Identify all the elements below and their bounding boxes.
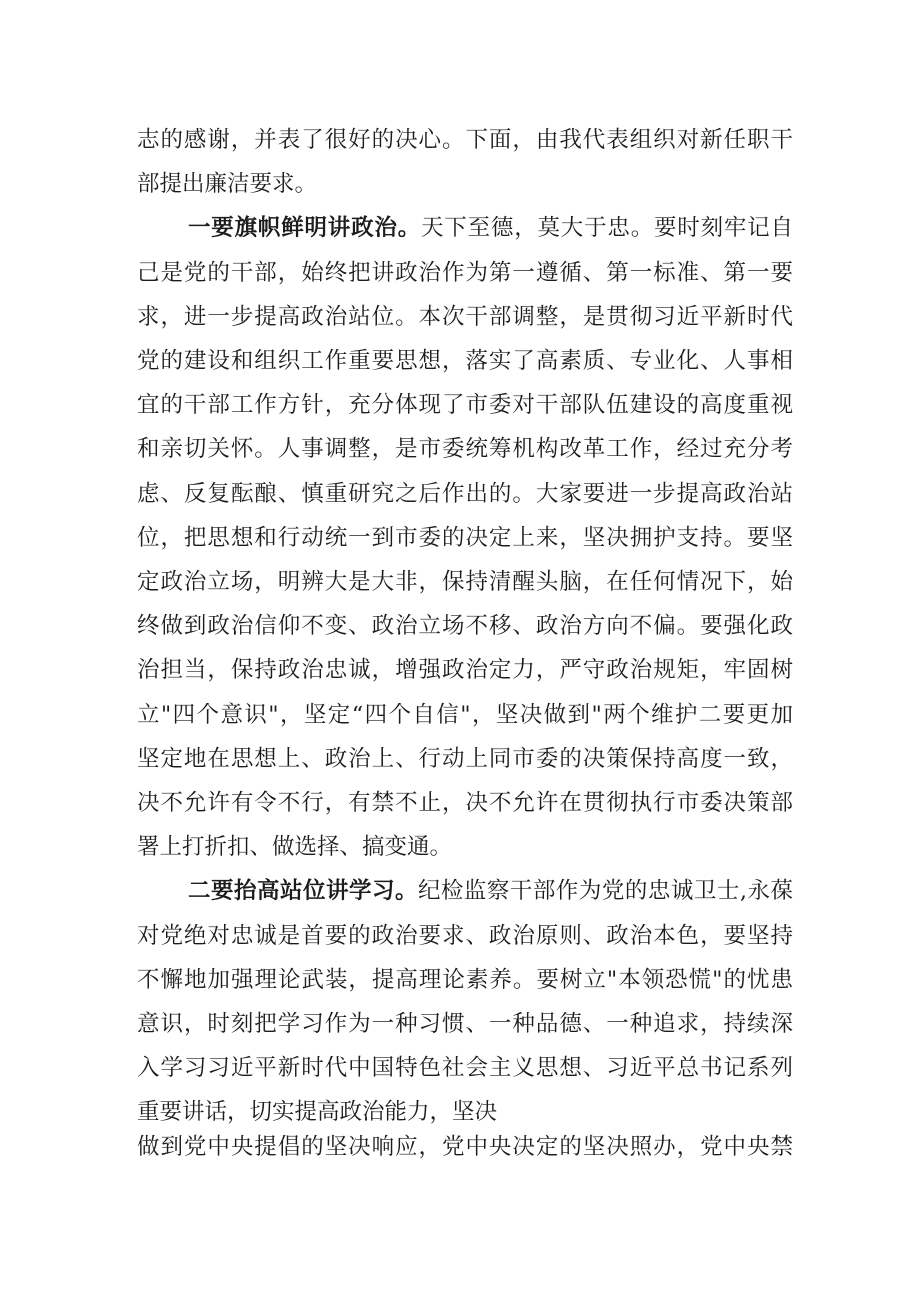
paragraph-text: 纪检监察干部作为党的忠诚卫士,永葆 [417,878,793,904]
paragraph-heading: 二要抬高站位讲学习。 [188,878,418,904]
paragraph-heading-line [188,873,793,909]
paragraph-line: 决不允许有令不行，有禁不止，决不允许在贯彻执行市委决策部 [137,790,793,816]
paragraph-line: 部提出廉洁要求。 [137,171,318,197]
paragraph-line: 署上打折扣、做选择、搞变通。 [137,834,453,860]
paragraph-line: 求，进一步提高政治站位。本次干部调整，是贯彻习近平新时代 [137,304,793,330]
paragraph-line: 重要讲话，切实提高政治能力，坚决 [137,1099,498,1125]
paragraph-line: 位，把思想和行动统一到市委的决定上来，坚决拥护支持。要坚 [137,525,793,551]
paragraph-line: 不懈地加强理论武装，提高理论素养。要树立"本领恐慌"的忧患 [137,967,793,993]
paragraph-line: 立"四个意识"，坚定“四个自信"，坚决做到"两个维护二要更加 [137,702,793,728]
paragraph-heading-line [188,210,793,246]
paragraph-line: 终做到政治信仰不变、政治立场不移、政治方向不偏。要强化政 [137,613,793,639]
paragraph-text: 天下至德，莫大于忠。要时刻牢记自 [421,215,793,241]
paragraph-line: 虑、反复酝酿、慎重研究之后作出的。大家要进一步提高政治站 [137,481,793,507]
paragraph-line: 坚定地在思想上、政治上、行动上同市委的决策保持高度一致， [137,746,793,772]
paragraph-line: 定政治立场，明辨大是大非，保持清醒头脑，在任何情况下，始 [137,569,793,595]
paragraph-line: 和亲切关怀。人事调整，是市委统筹机构改革工作，经过充分考 [137,436,793,462]
paragraph-line: 党的建设和组织工作重要思想，落实了高素质、专业化、人事相 [137,348,793,374]
paragraph-line: 己是党的干部，始终把讲政治作为第一遵循、第一标准、第一要 [137,260,793,286]
paragraph-line: 志的感谢，并表了很好的决心。下面，由我代表组织对新任职干 [137,127,793,153]
paragraph-line: 对党绝对忠诚是首要的政治要求、政治原则、政治本色，要坚持 [137,923,793,949]
paragraph-line: 治担当，保持政治忠诚，增强政治定力，严守政治规矩，牢固树 [137,657,793,683]
paragraph-line: 宜的干部工作方针，充分体现了市委对干部队伍建设的高度重视 [137,392,793,418]
paragraph-line: 意识，时刻把学习作为一种习惯、一种品德、一种追求，持续深 [137,1011,793,1037]
paragraph-line: 入学习习近平新时代中国特色社会主义思想、习近平总书记系列 [137,1055,793,1081]
paragraph-heading: 一要旗帜鲜明讲政治。 [188,215,421,241]
paragraph-line: 做到党中央提倡的坚决响应，党中央决定的坚决照办，党中央禁 [137,1134,793,1160]
